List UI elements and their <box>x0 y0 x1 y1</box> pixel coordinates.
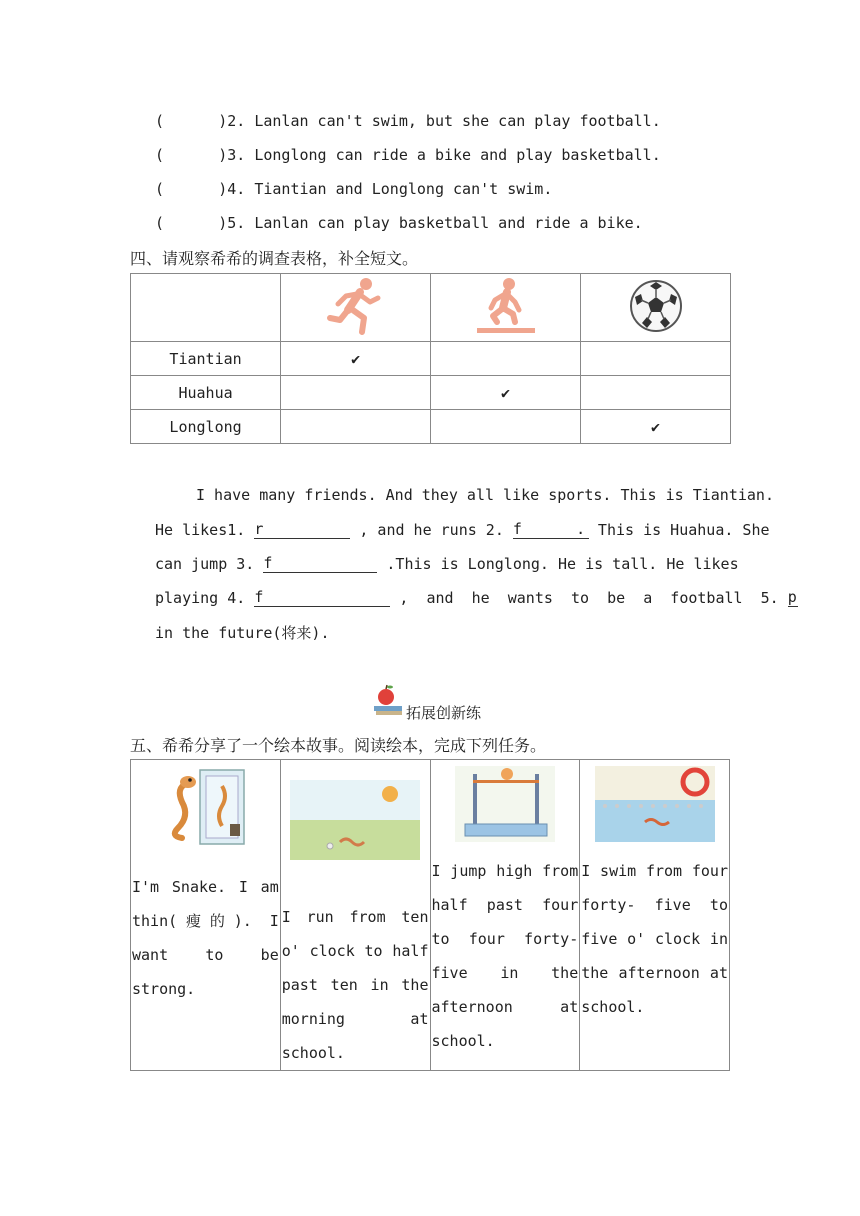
answer-paren[interactable]: ( ) <box>155 146 228 164</box>
survey-table <box>130 273 731 444</box>
table-row <box>131 376 731 410</box>
apple-books-icon <box>372 684 406 718</box>
story-table <box>130 759 730 1071</box>
tf-item-3 <box>155 146 661 164</box>
story-cell-2 <box>280 760 430 1071</box>
tf-statement: 2. Lanlan can't swim, but she can play football. <box>227 112 661 130</box>
high-jump-icon <box>455 766 555 842</box>
story-cell-3 <box>430 760 580 1071</box>
passage-line-3: can jump 3. f .This is Longlong. He is tall. He likes <box>155 554 739 573</box>
story-cell-4 <box>580 760 730 1071</box>
check-mark <box>581 342 731 376</box>
tf-item-4 <box>155 180 552 198</box>
check-mark: ✔ <box>281 342 431 376</box>
answer-paren[interactable]: ( ) <box>155 214 228 232</box>
answer-paren[interactable]: ( ) <box>155 112 228 130</box>
passage-line-1: I have many friends. And they all like sports. This is Tiantian. <box>196 486 774 504</box>
tf-statement: 4. Tiantian and Longlong can't swim. <box>227 180 553 198</box>
story-text: I run from ten o' clock to half past ten in the morning at school. <box>281 908 429 1062</box>
answer-paren[interactable]: ( ) <box>155 180 228 198</box>
section-4-title: 四、请观察希希的调查表格，补全短文。 <box>130 249 419 268</box>
story-row <box>131 760 730 1071</box>
check-mark <box>281 376 431 410</box>
blank-2[interactable]: f . <box>513 520 589 539</box>
check-mark: ✔ <box>581 410 731 444</box>
passage-line-5: in the future(将来). <box>155 624 330 642</box>
header-cell-run <box>281 274 431 342</box>
header-empty-cell <box>131 274 281 342</box>
snake-running-icon <box>290 780 420 860</box>
snake-mirror-icon <box>160 766 250 850</box>
row-name: Longlong <box>131 410 281 444</box>
check-mark <box>431 342 581 376</box>
header-cell-jump <box>431 274 581 342</box>
blank-5[interactable]: p <box>787 588 797 606</box>
story-text: I'm Snake. I am thin(瘦的). I want to be strong. <box>132 878 279 998</box>
row-name: Huahua <box>131 376 281 410</box>
running-icon <box>326 276 386 336</box>
check-mark <box>581 376 731 410</box>
row-name: Tiantian <box>131 342 281 376</box>
story-text: I jump high from half past four to four forty-five in the afternoon at school. <box>431 862 579 1050</box>
tf-statement: 5. Lanlan can play basketball and ride a bike. <box>227 214 643 232</box>
table-row <box>131 342 731 376</box>
snake-swimming-icon <box>595 766 715 842</box>
check-mark <box>281 410 431 444</box>
table-header-row <box>131 274 731 342</box>
story-cell-1 <box>131 760 281 1071</box>
passage-line-4: playing 4. f , and he wants to be a football 5. p <box>155 588 797 607</box>
tf-statement: 3. Longlong can ride a bike and play basketball. <box>227 146 661 164</box>
extension-title: 拓展创新练 <box>406 704 482 722</box>
header-cell-football <box>581 274 731 342</box>
story-text: I swim from four forty- five to five o' clock in the afternoon at school. <box>581 862 728 1016</box>
blank-4[interactable]: f <box>254 588 390 607</box>
blank-1[interactable]: r <box>254 520 350 539</box>
football-icon <box>629 279 683 333</box>
table-row <box>131 410 731 444</box>
tf-item-2 <box>155 112 661 130</box>
passage-line-2: He likes1. r , and he runs 2. f . This is Huahua. She <box>155 520 770 539</box>
blank-3[interactable]: f <box>263 554 377 573</box>
check-mark <box>431 410 581 444</box>
tf-item-5 <box>155 214 643 232</box>
long-jump-icon <box>475 276 537 336</box>
section-5-title: 五、希希分享了一个绘本故事。阅读绘本，完成下列任务。 <box>130 736 547 755</box>
check-mark: ✔ <box>431 376 581 410</box>
